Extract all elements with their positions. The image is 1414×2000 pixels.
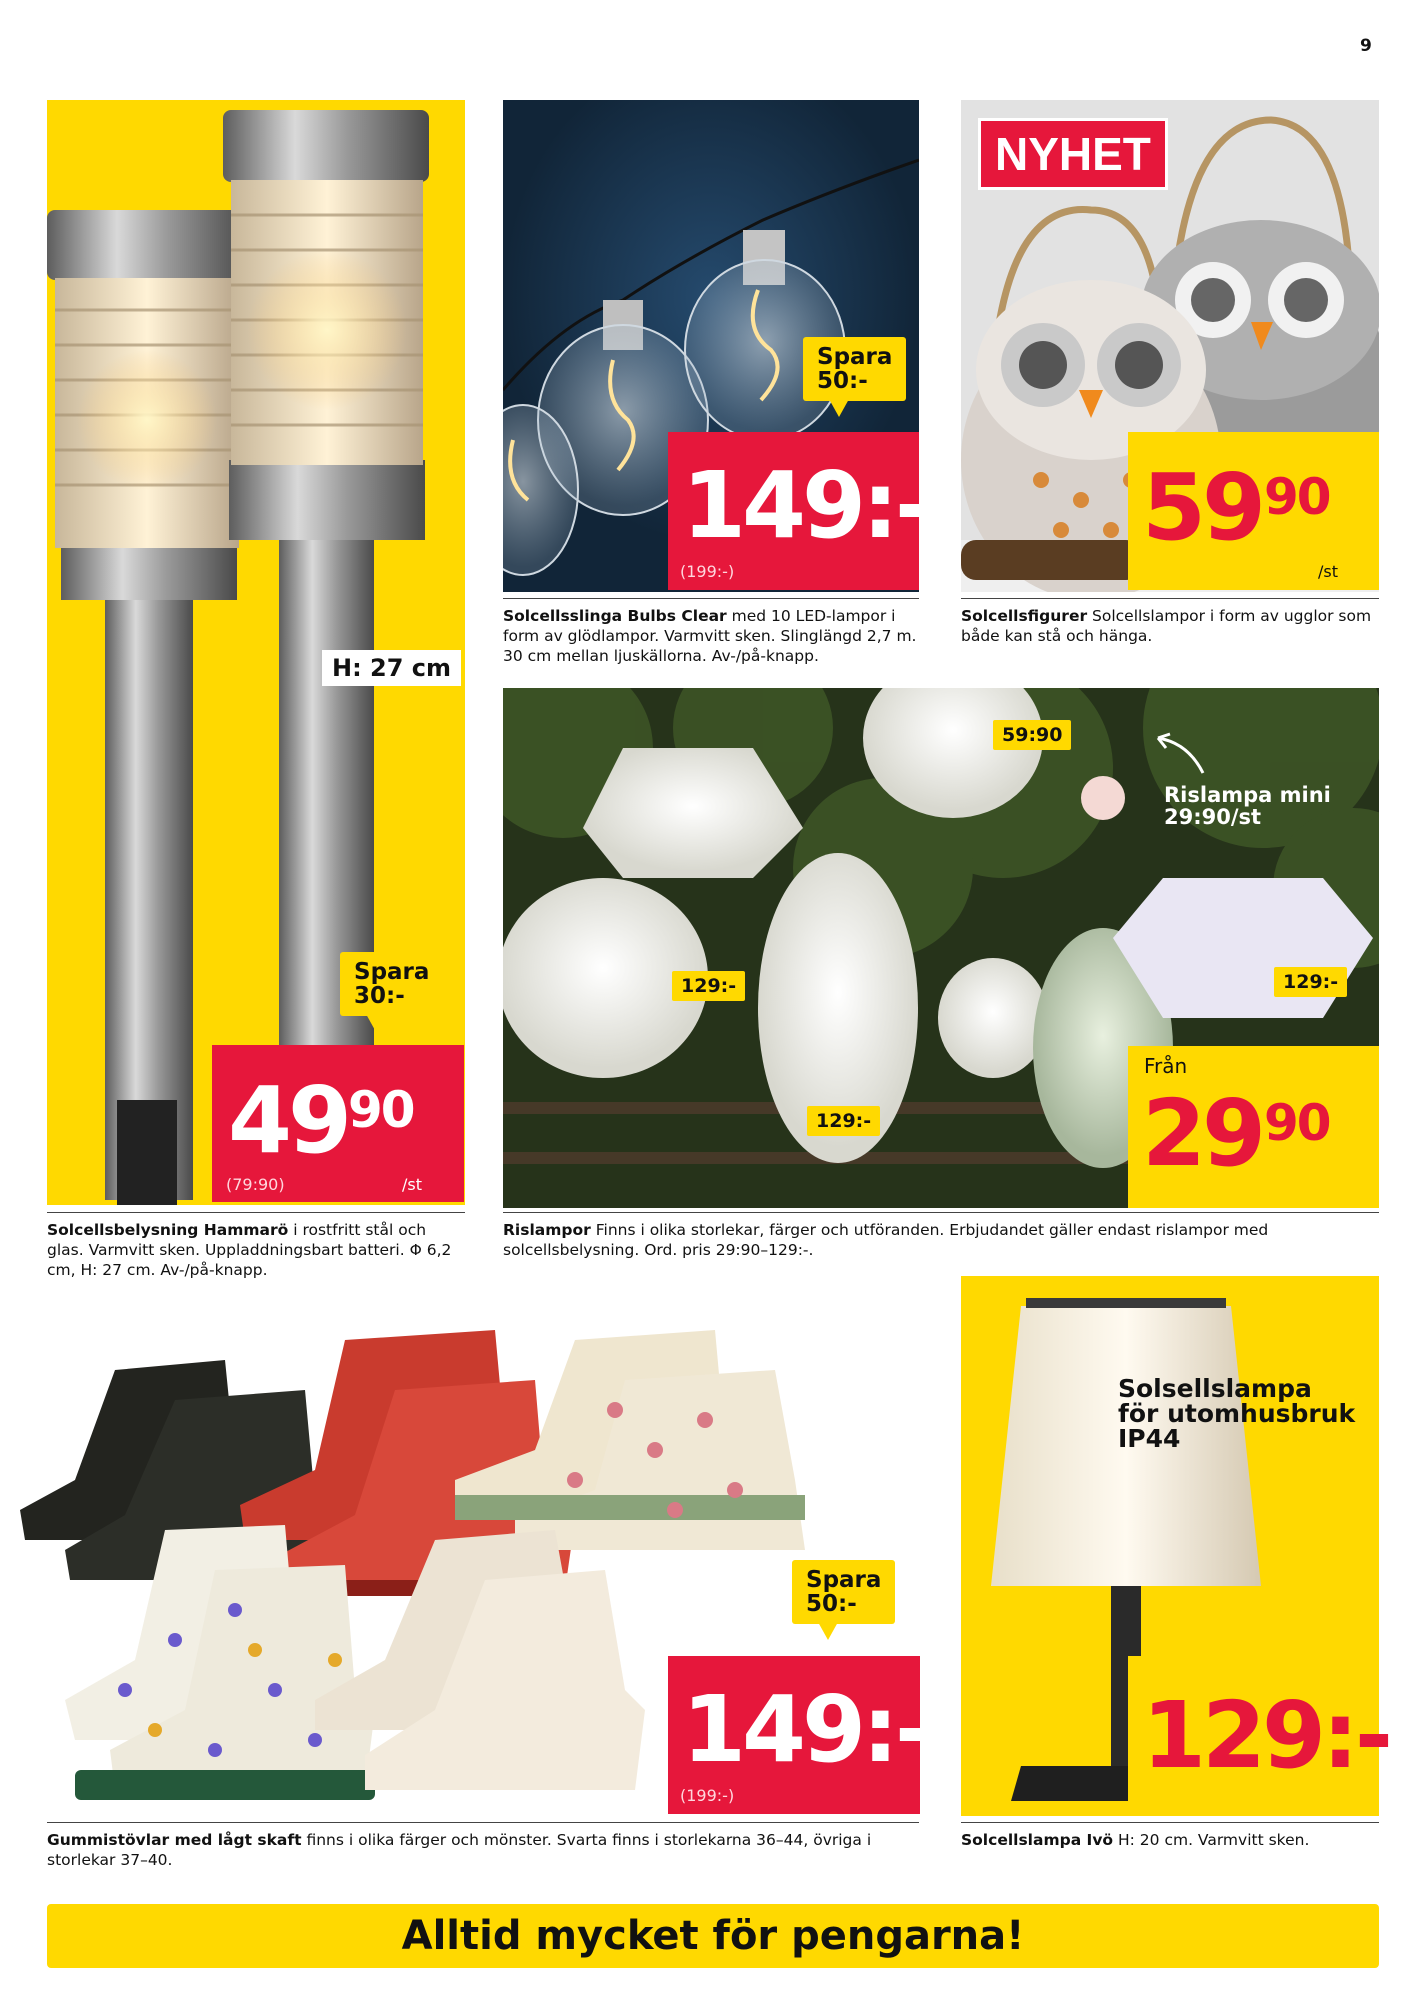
owls-desc: Solcellslampor i form av ugglor som både kan stå och hänga.: [961, 607, 1372, 646]
hammaro-description: [47, 1220, 467, 1280]
callout-line-1: Solsellslampa: [1118, 1374, 1312, 1403]
lanterns-desc: Finns i olika storlekar, färger och utföranden. Erbjudandet gäller endast rislampor med solcellsbelysning. Ord. pris 29:90–129:-.: [503, 1221, 1269, 1260]
arrow-icon: [1148, 728, 1208, 782]
bulbs-desc: med 10 LED-lampor i form av glödlampor. Varmvitt sken. Slinglängd 2,7 m. 30 cm mellan ljuskällorna. Av-/på-knapp.: [503, 607, 917, 666]
price-unit: /st: [1318, 562, 1338, 581]
hammaro-rule: [47, 1212, 465, 1213]
mini-lantern-price: 29:90/st: [1164, 805, 1262, 830]
bulbs-rule: [503, 598, 919, 599]
hammaro-save-tag: [340, 952, 443, 1016]
save-amount: 50:-: [806, 1591, 857, 1618]
boots-price-box: [668, 1656, 930, 1814]
price-main: 59: [1142, 454, 1263, 561]
hammaro-desc: i rostfritt stål och glas. Varmvitt sken. Uppladdningsbart batteri. Φ 6,2 cm, H: 27 cm. Av-/på-knapp.: [47, 1221, 452, 1280]
ivo-price-box: [1128, 1656, 1390, 1816]
mini-lantern-label: Rislampa mini: [1164, 783, 1331, 807]
save-label: Spara: [817, 344, 893, 370]
price-unit: /st: [402, 1175, 422, 1194]
price-cents: 90: [1264, 468, 1330, 526]
hammaro-title: Solcellsbelysning Hammarö: [47, 1221, 289, 1239]
price-main: 29: [1142, 1080, 1263, 1187]
boots-description: [47, 1830, 919, 1870]
boots-desc: finns i olika färger och mönster. Svarta finns i storlekarna 36–44, övriga i storlekar 37–40.: [47, 1831, 872, 1870]
height-label: H: 27 cm: [322, 650, 461, 686]
price-main: 149:-: [682, 452, 930, 559]
owls-price-box: [1128, 432, 1379, 590]
lanterns-title: Rislampor: [503, 1221, 591, 1239]
bulbs-price-box: [668, 432, 930, 590]
price-cents: 90: [1264, 1094, 1330, 1152]
bulbs-save-tag: [803, 337, 906, 401]
boots-rule: [47, 1822, 919, 1823]
lanterns-description: [503, 1220, 1379, 1260]
ivo-desc: H: 20 cm. Varmvitt sken.: [1113, 1831, 1310, 1849]
price-main: 149:-: [682, 1676, 930, 1783]
price-main: 129:-: [1142, 1682, 1390, 1789]
bulbs-description: [503, 606, 923, 666]
boots-save-tag: [792, 1560, 895, 1624]
boots-title: Gummistövlar med lågt skaft: [47, 1831, 302, 1849]
price-main: 49: [228, 1067, 349, 1174]
callout-line-2: för utomhusbruk: [1118, 1399, 1356, 1428]
lanterns-rule: [503, 1212, 1379, 1213]
ivo-title: Solcellslampa Ivö: [961, 1831, 1114, 1849]
lanterns-price-box: [1128, 1046, 1379, 1208]
save-amount: 50:-: [817, 368, 868, 395]
ivo-callout: [1118, 1376, 1355, 1451]
from-label: Från: [1144, 1054, 1188, 1078]
owls-title: Solcellsfigurer: [961, 607, 1088, 625]
page-number: 9: [1360, 36, 1372, 56]
owls-rule: [961, 598, 1379, 599]
ivo-rule: [961, 1822, 1379, 1823]
price-cents: 90: [348, 1081, 414, 1139]
price-old: (199:-): [680, 1786, 735, 1805]
lantern-price-tag-right: 129:-: [1274, 967, 1347, 997]
save-label: Spara: [806, 1567, 882, 1593]
price-old: (199:-): [680, 562, 735, 581]
bulbs-title: Solcellsslinga Bulbs Clear: [503, 607, 727, 625]
hammaro-price-box: [212, 1045, 464, 1202]
owls-description: [961, 606, 1381, 646]
ivo-description: [961, 1830, 1381, 1850]
new-badge: NYHET: [978, 118, 1168, 190]
slogan-banner: Alltid mycket för pengarna!: [47, 1904, 1379, 1968]
save-label: Spara: [354, 959, 430, 985]
callout-line-3: IP44: [1118, 1424, 1181, 1453]
lantern-price-tag-bottom: 129:-: [807, 1106, 880, 1136]
lantern-price-tag-left: 129:-: [672, 971, 745, 1001]
price-old: (79:90): [226, 1175, 285, 1194]
lantern-price-tag-top: 59:90: [993, 720, 1071, 750]
save-amount: 30:-: [354, 983, 405, 1010]
mini-lantern-callout: [1164, 784, 1331, 828]
